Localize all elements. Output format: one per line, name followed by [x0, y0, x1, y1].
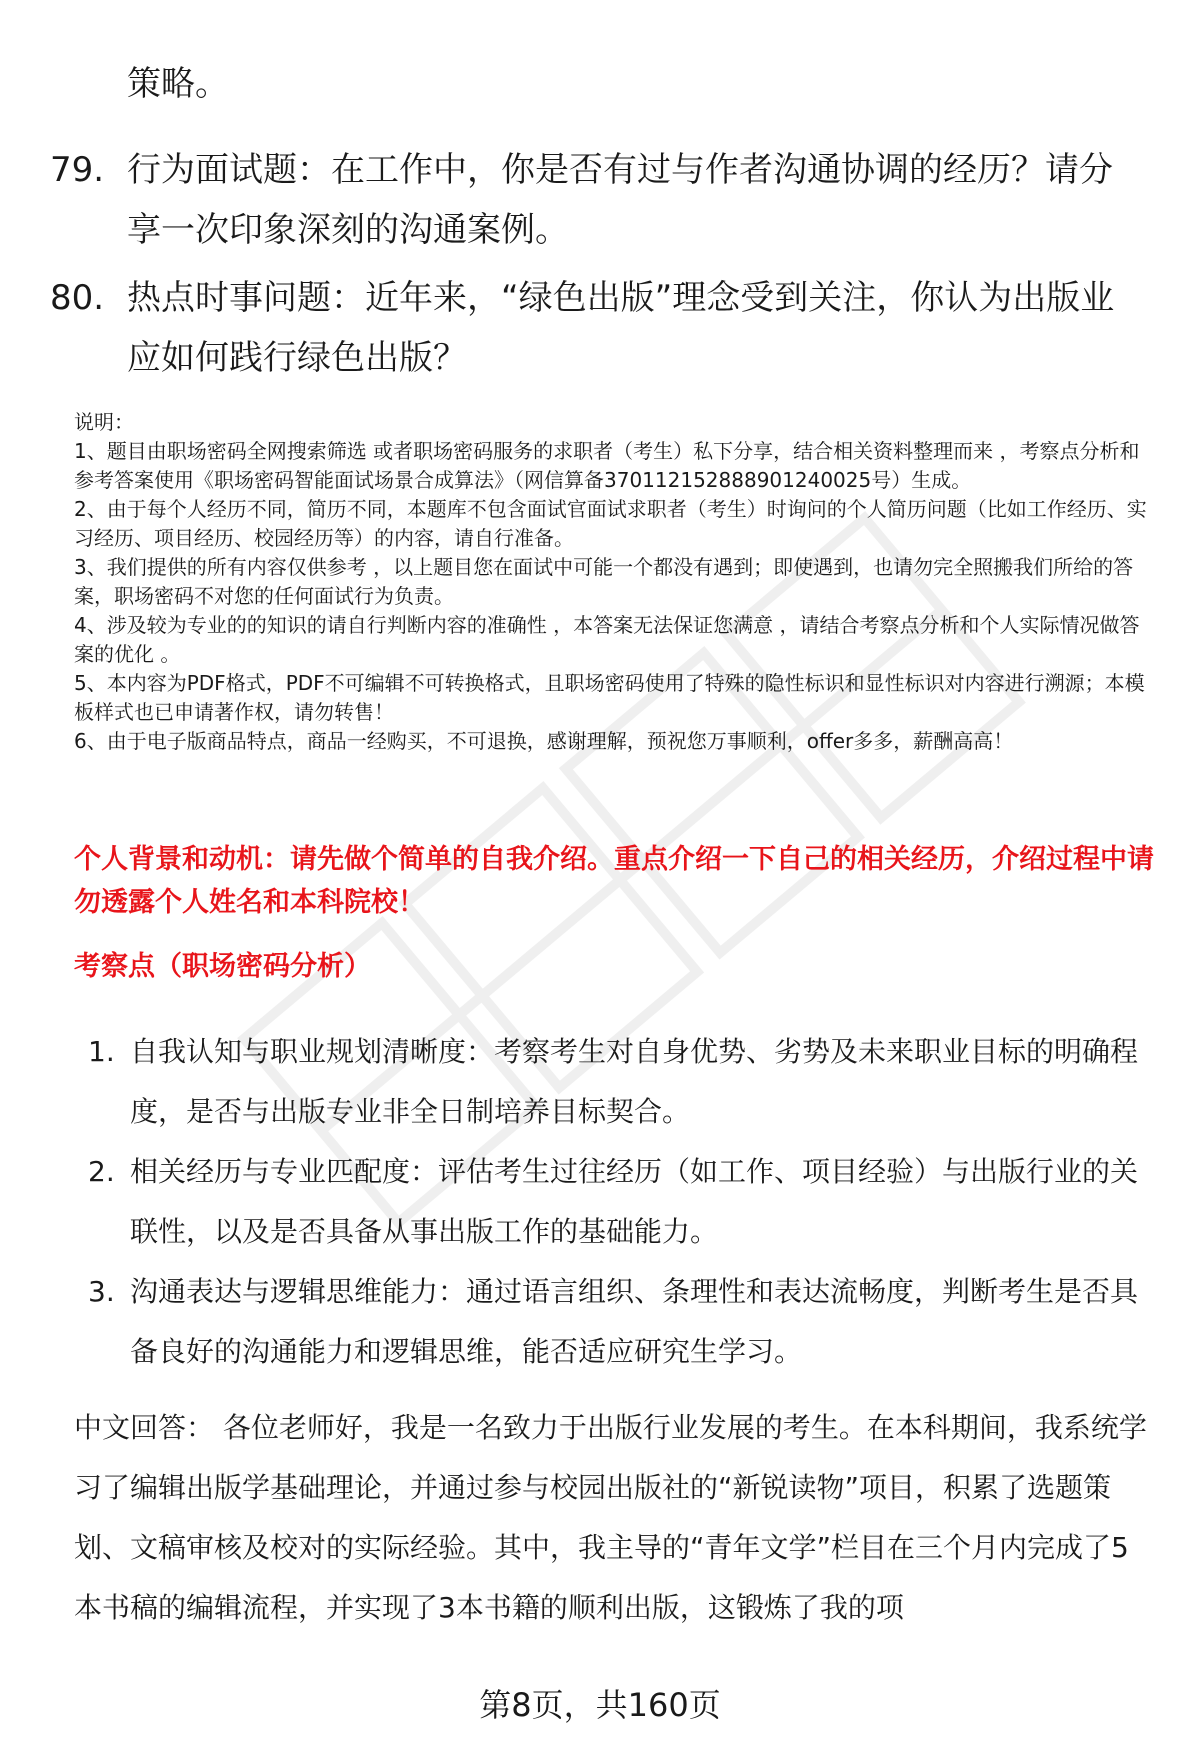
note-item: 1、题目由职场密码全网搜索筛选 或者职场密码服务的求职者（考生）私下分享，结合相关资料整理而来 ，考察点分析和参考答案使用《职场密码智能面试场景合成算法》（网信算备370112152888901240025号）生成。 [74, 439, 1140, 492]
notes-title: 说明： [74, 410, 134, 434]
note-item: 4、涉及较为专业的的知识的请自行判断内容的准确性 ，本答案无法保证您满意 ，请结合考察点分析和个人实际情况做答案的优化 。 [74, 613, 1140, 666]
question-text: 行为面试题：在工作中，你是否有过与作者沟通协调的经历？请分享一次印象深刻的沟通案例。 [127, 150, 1113, 250]
focus-point [80, 1142, 1155, 1262]
question-80 [50, 268, 1140, 388]
question-text: 热点时事问题：近年来，“绿色出版”理念受到关注，你认为出版业应如何践行绿色出版？ [127, 278, 1115, 378]
focus-heading: 考察点（职场密码分析） [74, 951, 371, 982]
focus-point-text: 相关经历与专业匹配度：评估考生过往经历（如工作、项目经验）与出版行业的关联性，以及是否具备从事出版工作的基础能力。 [130, 1155, 1139, 1248]
page-footer: 第8页，共160页 [479, 1686, 721, 1724]
question-79 [50, 140, 1140, 260]
notes-section [74, 408, 1154, 756]
note-item: 5、本内容为PDF格式，PDF不可编辑不可转换格式，且职场密码使用了特殊的隐性标识和显性标识对内容进行溯源；本模板样式也已申请著作权，请勿转售！ [74, 671, 1145, 724]
note-item: 6、由于电子版商品特点，商品一经购买，不可退换，感谢理解，预祝您万事顺利，offer多多，薪酬高高！ [74, 729, 1014, 753]
focus-point [80, 1262, 1155, 1382]
focus-point-number: 2. [88, 1155, 115, 1188]
question-number: 80. [50, 278, 105, 318]
answer-text: 中文回答： 各位老师好，我是一名致力于出版行业发展的考生。在本科期间，我系统学习了编辑出版学基础理论，并通过参与校园出版社的“新锐读物”项目，积累了选题策划、文稿审核及校对的实际经验。其中，我主导的“青年文学”栏目在三个月内完成了5本书稿的编辑流程，并实现了3本书籍的顺利出版，这锻炼了我的项 [74, 1411, 1147, 1624]
continuation-text: 策略。 [127, 64, 229, 104]
note-item: 2、由于每个人经历不同，简历不同，本题库不包含面试官面试求职者（考生）时询问的个人简历问题（比如工作经历、实习经历、项目经历、校园经历等）的内容，请自行准备。 [74, 497, 1147, 550]
question-number: 79. [50, 150, 105, 190]
focus-point [80, 1022, 1155, 1142]
note-item: 3、我们提供的所有内容仅供参考 ，以上题目您在面试中可能一个都没有遇到；即使遇到，也请勿完全照搬我们所给的答案，职场密码不对您的任何面试行为负责。 [74, 555, 1134, 608]
focus-points-list [80, 1022, 1155, 1382]
focus-point-number: 3. [88, 1275, 115, 1308]
intro-heading: 个人背景和动机：请先做个简单的自我介绍。重点介绍一下自己的相关经历，介绍过程中请勿透露个人姓名和本科院校！ [74, 844, 1154, 918]
focus-point-text: 沟通表达与逻辑思维能力：通过语言组织、条理性和表达流畅度，判断考生是否具备良好的沟通能力和逻辑思维，能否适应研究生学习。 [130, 1275, 1139, 1368]
focus-point-number: 1. [88, 1035, 115, 1068]
focus-point-text: 自我认知与职业规划清晰度：考察考生对自身优势、劣势及未来职业目标的明确程度，是否与出版专业非全日制培养目标契合。 [130, 1035, 1139, 1128]
